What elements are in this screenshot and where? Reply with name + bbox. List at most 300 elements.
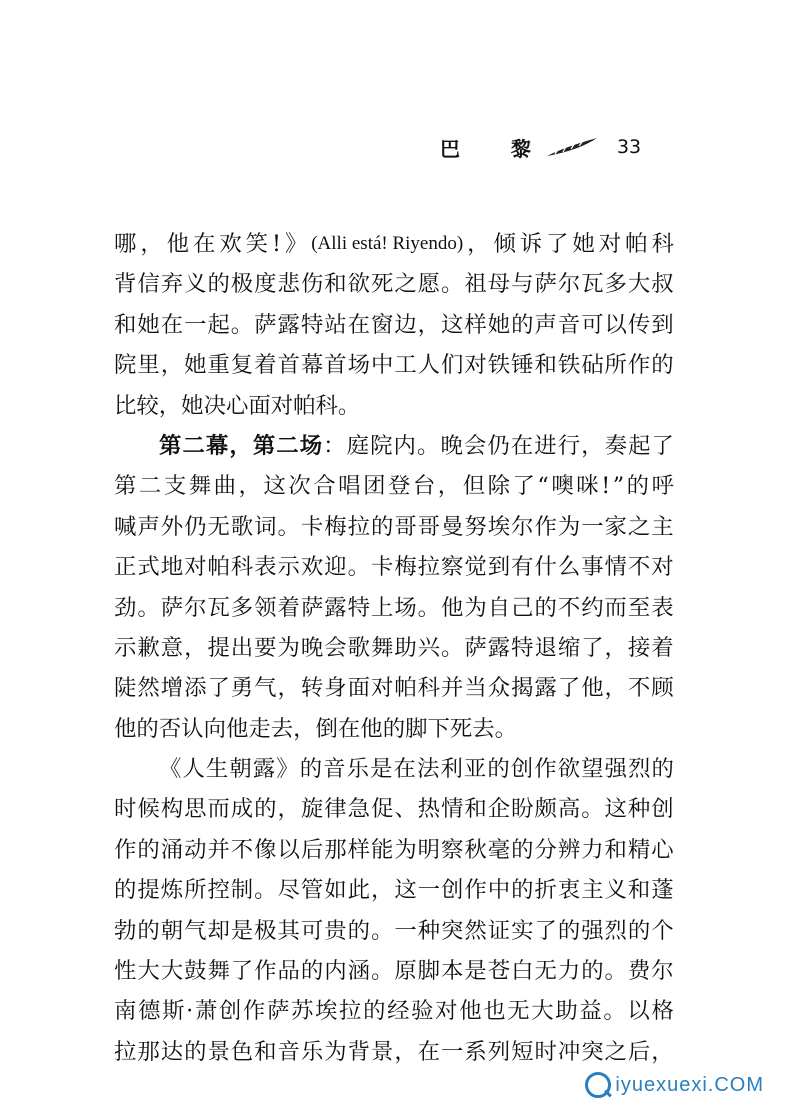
char: 提 bbox=[207, 634, 230, 661]
char: 萨 bbox=[254, 311, 277, 338]
char: 无 bbox=[207, 513, 230, 540]
char: 除 bbox=[487, 473, 510, 500]
char: ： bbox=[323, 432, 346, 459]
char: 对 bbox=[370, 675, 394, 702]
char: 的 bbox=[137, 836, 160, 863]
char: 可 bbox=[581, 311, 604, 338]
char: 助 bbox=[555, 998, 578, 1025]
char: 下 bbox=[427, 715, 450, 742]
char: 中 bbox=[370, 352, 394, 379]
char: 有 bbox=[511, 554, 534, 581]
char: 露 bbox=[487, 634, 511, 661]
char: 可 bbox=[300, 917, 324, 944]
char: 。 bbox=[277, 513, 300, 540]
char: 苍 bbox=[487, 958, 511, 985]
char: 验 bbox=[411, 998, 434, 1025]
char: 顾 bbox=[651, 675, 674, 702]
char: 会 bbox=[324, 634, 347, 661]
char: 种 bbox=[417, 917, 441, 944]
char: 音 bbox=[323, 756, 346, 783]
char: 表 bbox=[651, 594, 674, 621]
char: 梅 bbox=[324, 513, 347, 540]
char: 到 bbox=[651, 311, 674, 338]
char: 特 bbox=[347, 594, 370, 621]
text-line bbox=[114, 668, 674, 708]
char: 死 bbox=[449, 715, 473, 742]
text-line bbox=[114, 709, 674, 749]
char: 。 bbox=[441, 634, 464, 661]
char: 白 bbox=[511, 958, 534, 985]
char: 的 bbox=[534, 594, 557, 621]
char: 卡 bbox=[300, 513, 324, 540]
char: 作 bbox=[534, 756, 557, 783]
char: 力 bbox=[557, 958, 581, 985]
char: 利 bbox=[440, 756, 463, 783]
char: 合 bbox=[313, 473, 336, 500]
char: 他 bbox=[581, 675, 604, 702]
text-line bbox=[114, 628, 674, 668]
char: 她 bbox=[572, 231, 595, 257]
char: 砧 bbox=[581, 352, 604, 379]
char: 实 bbox=[511, 917, 534, 944]
char: 示 bbox=[277, 554, 300, 581]
char: 亚 bbox=[463, 756, 487, 783]
char: 主 bbox=[651, 513, 674, 540]
char: 样 bbox=[464, 311, 487, 338]
char: 唱 bbox=[338, 473, 361, 500]
char: 景 bbox=[207, 1038, 230, 1065]
char: ， bbox=[277, 675, 300, 702]
char: 作 bbox=[534, 513, 557, 540]
char: 决 bbox=[203, 392, 226, 419]
char: 较 bbox=[136, 392, 159, 419]
char: 着 bbox=[254, 352, 277, 379]
char: 身 bbox=[324, 675, 347, 702]
bold-char: 场 bbox=[299, 432, 323, 459]
char: 欢 bbox=[300, 554, 324, 581]
char: 卡 bbox=[370, 554, 394, 581]
text-line bbox=[114, 386, 674, 426]
char: 的 bbox=[347, 917, 370, 944]
char: 院 bbox=[114, 352, 137, 379]
char: 的 bbox=[511, 311, 534, 338]
char: 作 bbox=[627, 352, 651, 379]
char: 而 bbox=[207, 796, 230, 823]
char: 拉 bbox=[347, 513, 370, 540]
char: 不 bbox=[627, 554, 651, 581]
char: 这 bbox=[263, 473, 286, 500]
char: 了 bbox=[546, 231, 569, 257]
text-line bbox=[114, 1032, 674, 1072]
text-line bbox=[114, 305, 674, 345]
char: 和 bbox=[627, 877, 651, 904]
char: 的 bbox=[299, 756, 323, 783]
char: 的 bbox=[137, 917, 160, 944]
char: 品 bbox=[277, 958, 300, 985]
char: 家 bbox=[604, 513, 627, 540]
char: 和 bbox=[534, 352, 557, 379]
char: 之 bbox=[394, 271, 417, 298]
text-line bbox=[114, 507, 674, 547]
char: 次 bbox=[288, 473, 311, 500]
char: 他 bbox=[166, 231, 190, 257]
char: 所 bbox=[184, 877, 207, 904]
char: 心 bbox=[651, 836, 674, 863]
char: 奏 bbox=[604, 432, 627, 459]
char: 之 bbox=[604, 1038, 627, 1065]
char: 他 bbox=[441, 594, 464, 621]
char: 起 bbox=[628, 432, 651, 459]
text-line bbox=[114, 911, 674, 951]
char: 曼 bbox=[441, 513, 464, 540]
char: 的 bbox=[207, 271, 230, 298]
char: 不 bbox=[230, 836, 254, 863]
char: 舞 bbox=[188, 473, 212, 500]
text-line bbox=[114, 870, 674, 910]
char: 了 bbox=[207, 675, 230, 702]
bold-char: 第 bbox=[159, 432, 182, 459]
char: 去 bbox=[472, 715, 495, 742]
char: 无 bbox=[534, 958, 557, 985]
char: 那 bbox=[324, 836, 347, 863]
body-text bbox=[114, 224, 674, 1072]
text-line bbox=[114, 264, 674, 304]
char: 气 bbox=[184, 917, 207, 944]
char: 行 bbox=[557, 432, 581, 459]
char: 歉 bbox=[137, 634, 160, 661]
char: 性 bbox=[114, 958, 137, 985]
char: 首 bbox=[277, 352, 300, 379]
char: 劲 bbox=[114, 594, 137, 621]
char: 的 bbox=[370, 513, 394, 540]
char: 帕 bbox=[207, 554, 230, 581]
char: 。 bbox=[370, 917, 394, 944]
text-line bbox=[114, 345, 674, 385]
char: 努 bbox=[464, 513, 487, 540]
char: 锤 bbox=[511, 352, 534, 379]
char: 气 bbox=[254, 675, 277, 702]
char: 原 bbox=[394, 958, 417, 985]
char: 否 bbox=[158, 715, 182, 742]
char: 秋 bbox=[464, 836, 487, 863]
char: 示 bbox=[114, 634, 137, 661]
char: 极 bbox=[230, 271, 254, 298]
char: 却 bbox=[207, 917, 230, 944]
char: 多 bbox=[230, 594, 254, 621]
char: 。 bbox=[416, 432, 440, 459]
char: 。 bbox=[347, 554, 370, 581]
char: 那 bbox=[137, 1038, 160, 1065]
char: 企 bbox=[487, 796, 511, 823]
char: ， bbox=[160, 352, 184, 379]
char: 缩 bbox=[557, 634, 581, 661]
char: 此 bbox=[347, 877, 370, 904]
char: 向 bbox=[203, 715, 226, 742]
char: “ bbox=[537, 473, 549, 500]
char: ， bbox=[581, 432, 604, 459]
char: 尔 bbox=[557, 271, 581, 298]
char: 上 bbox=[370, 594, 394, 621]
char: 复 bbox=[230, 352, 254, 379]
bold-char: 第 bbox=[252, 432, 276, 459]
char: ， bbox=[604, 675, 627, 702]
char: 与 bbox=[511, 271, 534, 298]
char: ， bbox=[467, 231, 490, 257]
char: 对 bbox=[435, 998, 458, 1025]
char: 边 bbox=[394, 311, 417, 338]
char: 内 bbox=[393, 432, 416, 459]
char: 欲 bbox=[557, 756, 581, 783]
char: 格 bbox=[651, 998, 674, 1025]
page-number: 33 bbox=[616, 136, 642, 158]
char: 冲 bbox=[557, 1038, 581, 1065]
char: 极 bbox=[254, 917, 277, 944]
char: 进 bbox=[534, 432, 557, 459]
char: 走 bbox=[248, 715, 271, 742]
site-watermark bbox=[585, 1072, 764, 1098]
char: 叔 bbox=[651, 271, 674, 298]
text-line bbox=[114, 588, 674, 628]
char: 贵 bbox=[324, 917, 347, 944]
char: 和 bbox=[254, 1038, 277, 1065]
char: 哪 bbox=[114, 231, 137, 257]
char: 他 bbox=[114, 715, 137, 742]
char: 强 bbox=[604, 756, 627, 783]
char: 分 bbox=[534, 836, 557, 863]
char: 到 bbox=[487, 554, 511, 581]
text-line bbox=[114, 547, 674, 587]
char: 旋 bbox=[300, 796, 324, 823]
char: 大 bbox=[160, 958, 184, 985]
char: 这 bbox=[604, 796, 627, 823]
char: 蓬 bbox=[651, 877, 674, 904]
char: 是 bbox=[230, 917, 254, 944]
char: ， bbox=[140, 231, 163, 257]
char: 登 bbox=[387, 473, 411, 500]
text-line bbox=[114, 749, 674, 789]
text-line bbox=[114, 951, 674, 991]
char: 萧 bbox=[194, 998, 218, 1025]
char: 了 bbox=[581, 634, 604, 661]
char: 她 bbox=[181, 392, 204, 419]
char: 脚 bbox=[405, 715, 428, 742]
char: 露 bbox=[277, 311, 300, 338]
char: 辨 bbox=[557, 836, 581, 863]
char: 像 bbox=[254, 836, 277, 863]
char: ， bbox=[277, 796, 300, 823]
char: 的 bbox=[487, 756, 510, 783]
char: 瓦 bbox=[581, 271, 604, 298]
char: 作 bbox=[254, 958, 277, 985]
char: 面 bbox=[248, 392, 271, 419]
char: 首 bbox=[324, 352, 347, 379]
char: 鼓 bbox=[184, 958, 207, 985]
char: 揭 bbox=[511, 675, 534, 702]
char: 的 bbox=[511, 836, 534, 863]
char: 意 bbox=[160, 634, 184, 661]
char: 苏 bbox=[290, 998, 314, 1025]
char: 母 bbox=[487, 271, 511, 298]
char: 转 bbox=[300, 675, 324, 702]
char: 并 bbox=[441, 675, 464, 702]
char: 在 bbox=[510, 432, 534, 459]
char: 祖 bbox=[464, 271, 487, 298]
char: 拉 bbox=[114, 1038, 137, 1065]
char: 并 bbox=[207, 836, 230, 863]
char: 己 bbox=[511, 594, 534, 621]
char: 在 bbox=[337, 715, 361, 742]
header-title: 巴 黎 bbox=[440, 136, 553, 161]
bold-char: ， bbox=[229, 432, 252, 459]
char: 对 bbox=[184, 554, 207, 581]
char: 之 bbox=[627, 513, 651, 540]
char: 和 bbox=[604, 836, 627, 863]
char: 她 bbox=[137, 311, 160, 338]
char: 的 bbox=[184, 1038, 207, 1065]
char: 创 bbox=[510, 756, 534, 783]
char: 在 bbox=[160, 311, 184, 338]
char: 她 bbox=[184, 352, 207, 379]
char: 是 bbox=[370, 756, 393, 783]
char: 音 bbox=[277, 1038, 300, 1065]
char: 南 bbox=[114, 998, 137, 1025]
char: 哥 bbox=[394, 513, 417, 540]
bold-char: 二 bbox=[276, 432, 299, 459]
char: 帕 bbox=[293, 392, 316, 419]
char: 热 bbox=[417, 796, 441, 823]
char: 了 bbox=[512, 473, 535, 500]
char: 为 bbox=[394, 836, 417, 863]
char: 什 bbox=[534, 554, 557, 581]
char: 舞 bbox=[207, 958, 230, 985]
char: 埃 bbox=[487, 513, 511, 540]
char: 晚 bbox=[300, 634, 324, 661]
char: 舞 bbox=[370, 634, 394, 661]
char: 不 bbox=[557, 594, 581, 621]
char: 这 bbox=[394, 877, 417, 904]
char: 歌 bbox=[230, 513, 254, 540]
char: 出 bbox=[230, 634, 254, 661]
char: 们 bbox=[441, 352, 464, 379]
char: 式 bbox=[137, 554, 160, 581]
char: 倾 bbox=[493, 231, 516, 257]
char: 制 bbox=[230, 877, 254, 904]
char: 伤 bbox=[300, 271, 324, 298]
char: 窗 bbox=[370, 311, 394, 338]
char: 毫 bbox=[487, 836, 511, 863]
char: 是 bbox=[464, 958, 487, 985]
char: 二 bbox=[138, 473, 162, 500]
char: 经 bbox=[387, 998, 410, 1025]
char: ” bbox=[612, 473, 625, 500]
char: 欲 bbox=[347, 271, 370, 298]
char: 科 bbox=[417, 675, 441, 702]
char: 起 bbox=[207, 311, 230, 338]
char: 种 bbox=[627, 796, 651, 823]
char: 以 bbox=[604, 311, 627, 338]
char: 尔 bbox=[651, 958, 674, 985]
char: 创 bbox=[651, 796, 674, 823]
latin-phrase: (Alli está! Riyendo) bbox=[311, 233, 464, 254]
char: 益 bbox=[579, 998, 602, 1025]
char: 了 bbox=[651, 432, 674, 459]
char: 涵 bbox=[347, 958, 370, 985]
char: 里 bbox=[137, 352, 160, 379]
char: 着 bbox=[277, 594, 300, 621]
char: 内 bbox=[324, 958, 347, 985]
char: 背 bbox=[114, 271, 137, 298]
char: 义 bbox=[184, 271, 207, 298]
char: ， bbox=[238, 473, 261, 500]
char: 情 bbox=[604, 554, 627, 581]
watermark-text: iyuexuexi.COM bbox=[615, 1073, 764, 1096]
char: 一 bbox=[394, 917, 417, 944]
char: 朝 bbox=[229, 756, 252, 783]
char: 特 bbox=[300, 311, 324, 338]
text-line bbox=[114, 466, 674, 506]
char: 的 bbox=[114, 877, 137, 904]
char: 折 bbox=[534, 877, 557, 904]
char: 要 bbox=[254, 634, 277, 661]
char: 为 bbox=[324, 1038, 347, 1065]
char: ， bbox=[158, 392, 182, 419]
char: 斯 bbox=[162, 998, 185, 1025]
char: 色 bbox=[230, 1038, 254, 1065]
char: 烈 bbox=[604, 917, 627, 944]
char: ， bbox=[370, 877, 394, 904]
char: 涌 bbox=[160, 836, 184, 863]
char: 中 bbox=[487, 877, 511, 904]
char: 为 bbox=[277, 634, 300, 661]
char: 仍 bbox=[487, 432, 510, 459]
char: 外 bbox=[160, 513, 184, 540]
char: 律 bbox=[324, 796, 347, 823]
char: 创 bbox=[441, 877, 464, 904]
text-line bbox=[114, 426, 674, 466]
char: 作 bbox=[114, 836, 137, 863]
char: 萨 bbox=[300, 594, 324, 621]
char: 。 bbox=[137, 594, 160, 621]
char: 铁 bbox=[557, 352, 581, 379]
char: 自 bbox=[487, 594, 511, 621]
char: 费 bbox=[627, 958, 651, 985]
char: 。 bbox=[604, 958, 627, 985]
char: 。 bbox=[337, 392, 361, 419]
char: 的 bbox=[254, 796, 277, 823]
text-line bbox=[114, 991, 674, 1031]
char: 工 bbox=[394, 352, 417, 379]
char: 表 bbox=[254, 554, 277, 581]
char: 瓦 bbox=[207, 594, 230, 621]
char: 法 bbox=[416, 756, 440, 783]
char: 乐 bbox=[300, 1038, 324, 1065]
char: 迎 bbox=[324, 554, 347, 581]
char: 也 bbox=[483, 998, 506, 1025]
char: 人 bbox=[417, 352, 441, 379]
char: 增 bbox=[160, 675, 184, 702]
char: 动 bbox=[184, 836, 207, 863]
char: 本 bbox=[441, 958, 464, 985]
char: 当 bbox=[464, 675, 487, 702]
char: 人 bbox=[182, 756, 205, 783]
char: 声 bbox=[534, 311, 557, 338]
char: 心 bbox=[225, 392, 249, 419]
char: 的 bbox=[651, 756, 674, 783]
char: 背 bbox=[347, 1038, 370, 1065]
char: 和 bbox=[114, 311, 137, 338]
char: 歌 bbox=[347, 634, 370, 661]
char: 帕 bbox=[394, 675, 417, 702]
